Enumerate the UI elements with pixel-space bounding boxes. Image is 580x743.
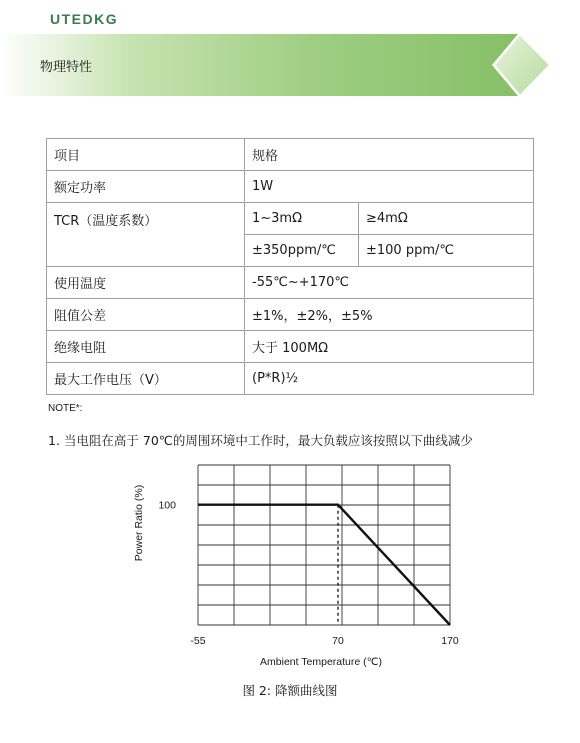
- tcr-value-b: ±100 ppm/℃: [359, 235, 534, 267]
- table-row: [47, 363, 534, 395]
- x-axis-label: Ambient Temperature (℃): [260, 656, 382, 668]
- row-value: ±1%，±2%，±5%: [245, 299, 534, 331]
- row-label: 最大工作电压（V）: [47, 363, 245, 395]
- figure-caption: 图 2: 降额曲线图: [242, 683, 338, 698]
- y-axis-label: Power Ratio (%): [133, 484, 145, 562]
- table-row: [47, 203, 534, 235]
- y-tick-label: 100: [158, 499, 176, 512]
- column-header-item: 项目: [47, 139, 245, 171]
- row-value: (P*R)½: [245, 363, 534, 395]
- table-row: [47, 267, 534, 299]
- chart-grid: [198, 465, 450, 625]
- column-header-spec: 规格: [245, 139, 534, 171]
- table-row: [47, 331, 534, 363]
- table-header-row: [47, 139, 534, 171]
- row-label: 阻值公差: [47, 299, 245, 331]
- spec-table: [46, 138, 534, 395]
- derating-chart: [120, 455, 459, 675]
- row-label: 使用温度: [47, 267, 245, 299]
- table-row: [47, 299, 534, 331]
- row-label: 额定功率: [47, 171, 245, 203]
- row-label: 绝缘电阻: [47, 331, 245, 363]
- tcr-value-a: ±350ppm/℃: [245, 235, 359, 267]
- row-value: -55℃~+170℃: [245, 267, 534, 299]
- x-tick-label: 170: [441, 635, 459, 647]
- x-tick-label: -55: [190, 635, 206, 647]
- note-item-1: 1. 当电阻在高于 70℃的周围环境中工作时，最大负载应该按照以下曲线减少: [48, 433, 473, 448]
- row-label: TCR（温度系数）: [47, 203, 245, 267]
- row-value: 1W: [245, 171, 534, 203]
- tcr-range-b: ≥4mΩ: [359, 203, 534, 235]
- x-tick-label: 70: [332, 635, 344, 647]
- note-title: NOTE*:: [48, 403, 83, 414]
- section-title: 物理特性: [40, 60, 93, 75]
- brand-logo-text: UTEDKG: [50, 11, 119, 27]
- table-row: [47, 171, 534, 203]
- row-value: 大于 100MΩ: [245, 331, 534, 363]
- tcr-range-a: 1~3mΩ: [245, 203, 359, 235]
